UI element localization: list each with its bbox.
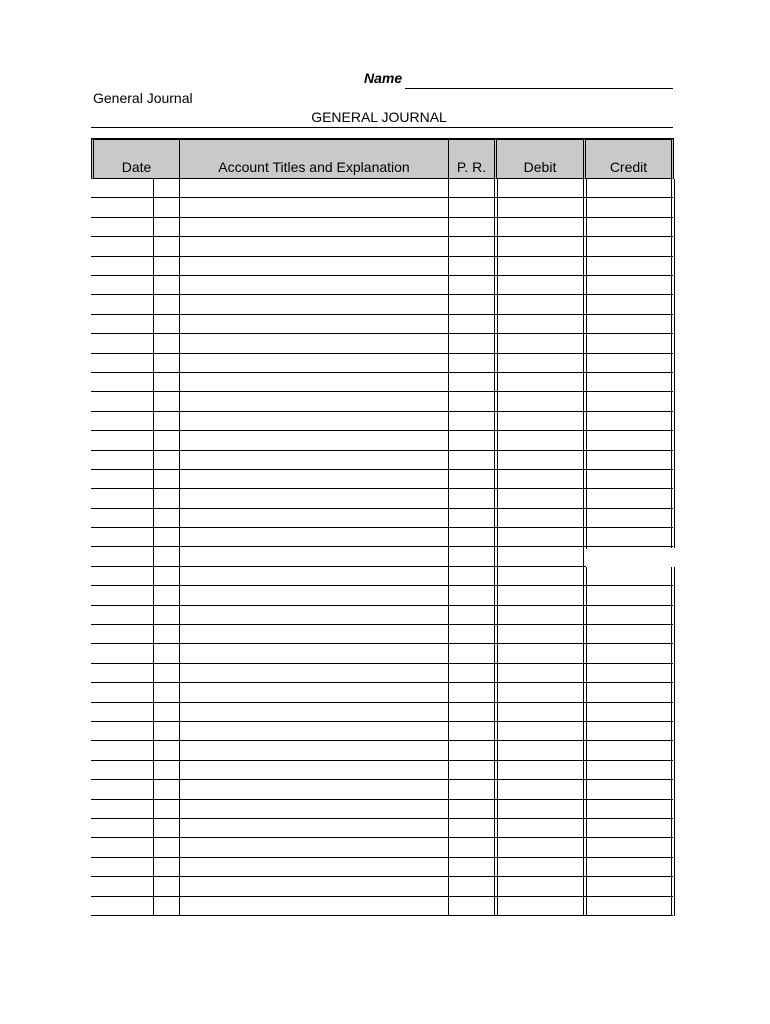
credit-right-border-upper	[671, 179, 675, 548]
column-header-account: Account Titles and Explanation	[179, 139, 449, 179]
credit-blank-cell	[586, 549, 676, 567]
journal-heading	[0, 109, 760, 125]
column-header-credit: Credit	[583, 139, 674, 179]
column-header-date: Date	[91, 139, 180, 179]
account-right-divider	[448, 179, 449, 916]
title-rule	[91, 127, 673, 128]
date-right-divider	[179, 179, 180, 916]
journal-heading-text: GENERAL JOURNAL	[311, 109, 447, 125]
column-header-debit: Debit	[494, 139, 584, 179]
pr-right-divider	[494, 179, 498, 916]
name-input-line[interactable]	[405, 88, 673, 89]
document-title: General Journal	[93, 90, 193, 106]
name-label: Name	[364, 70, 403, 86]
date-divider	[153, 179, 154, 916]
credit-right-border-lower	[671, 567, 675, 916]
debit-right-divider	[583, 179, 587, 916]
column-header-pr: P. R.	[448, 139, 495, 179]
